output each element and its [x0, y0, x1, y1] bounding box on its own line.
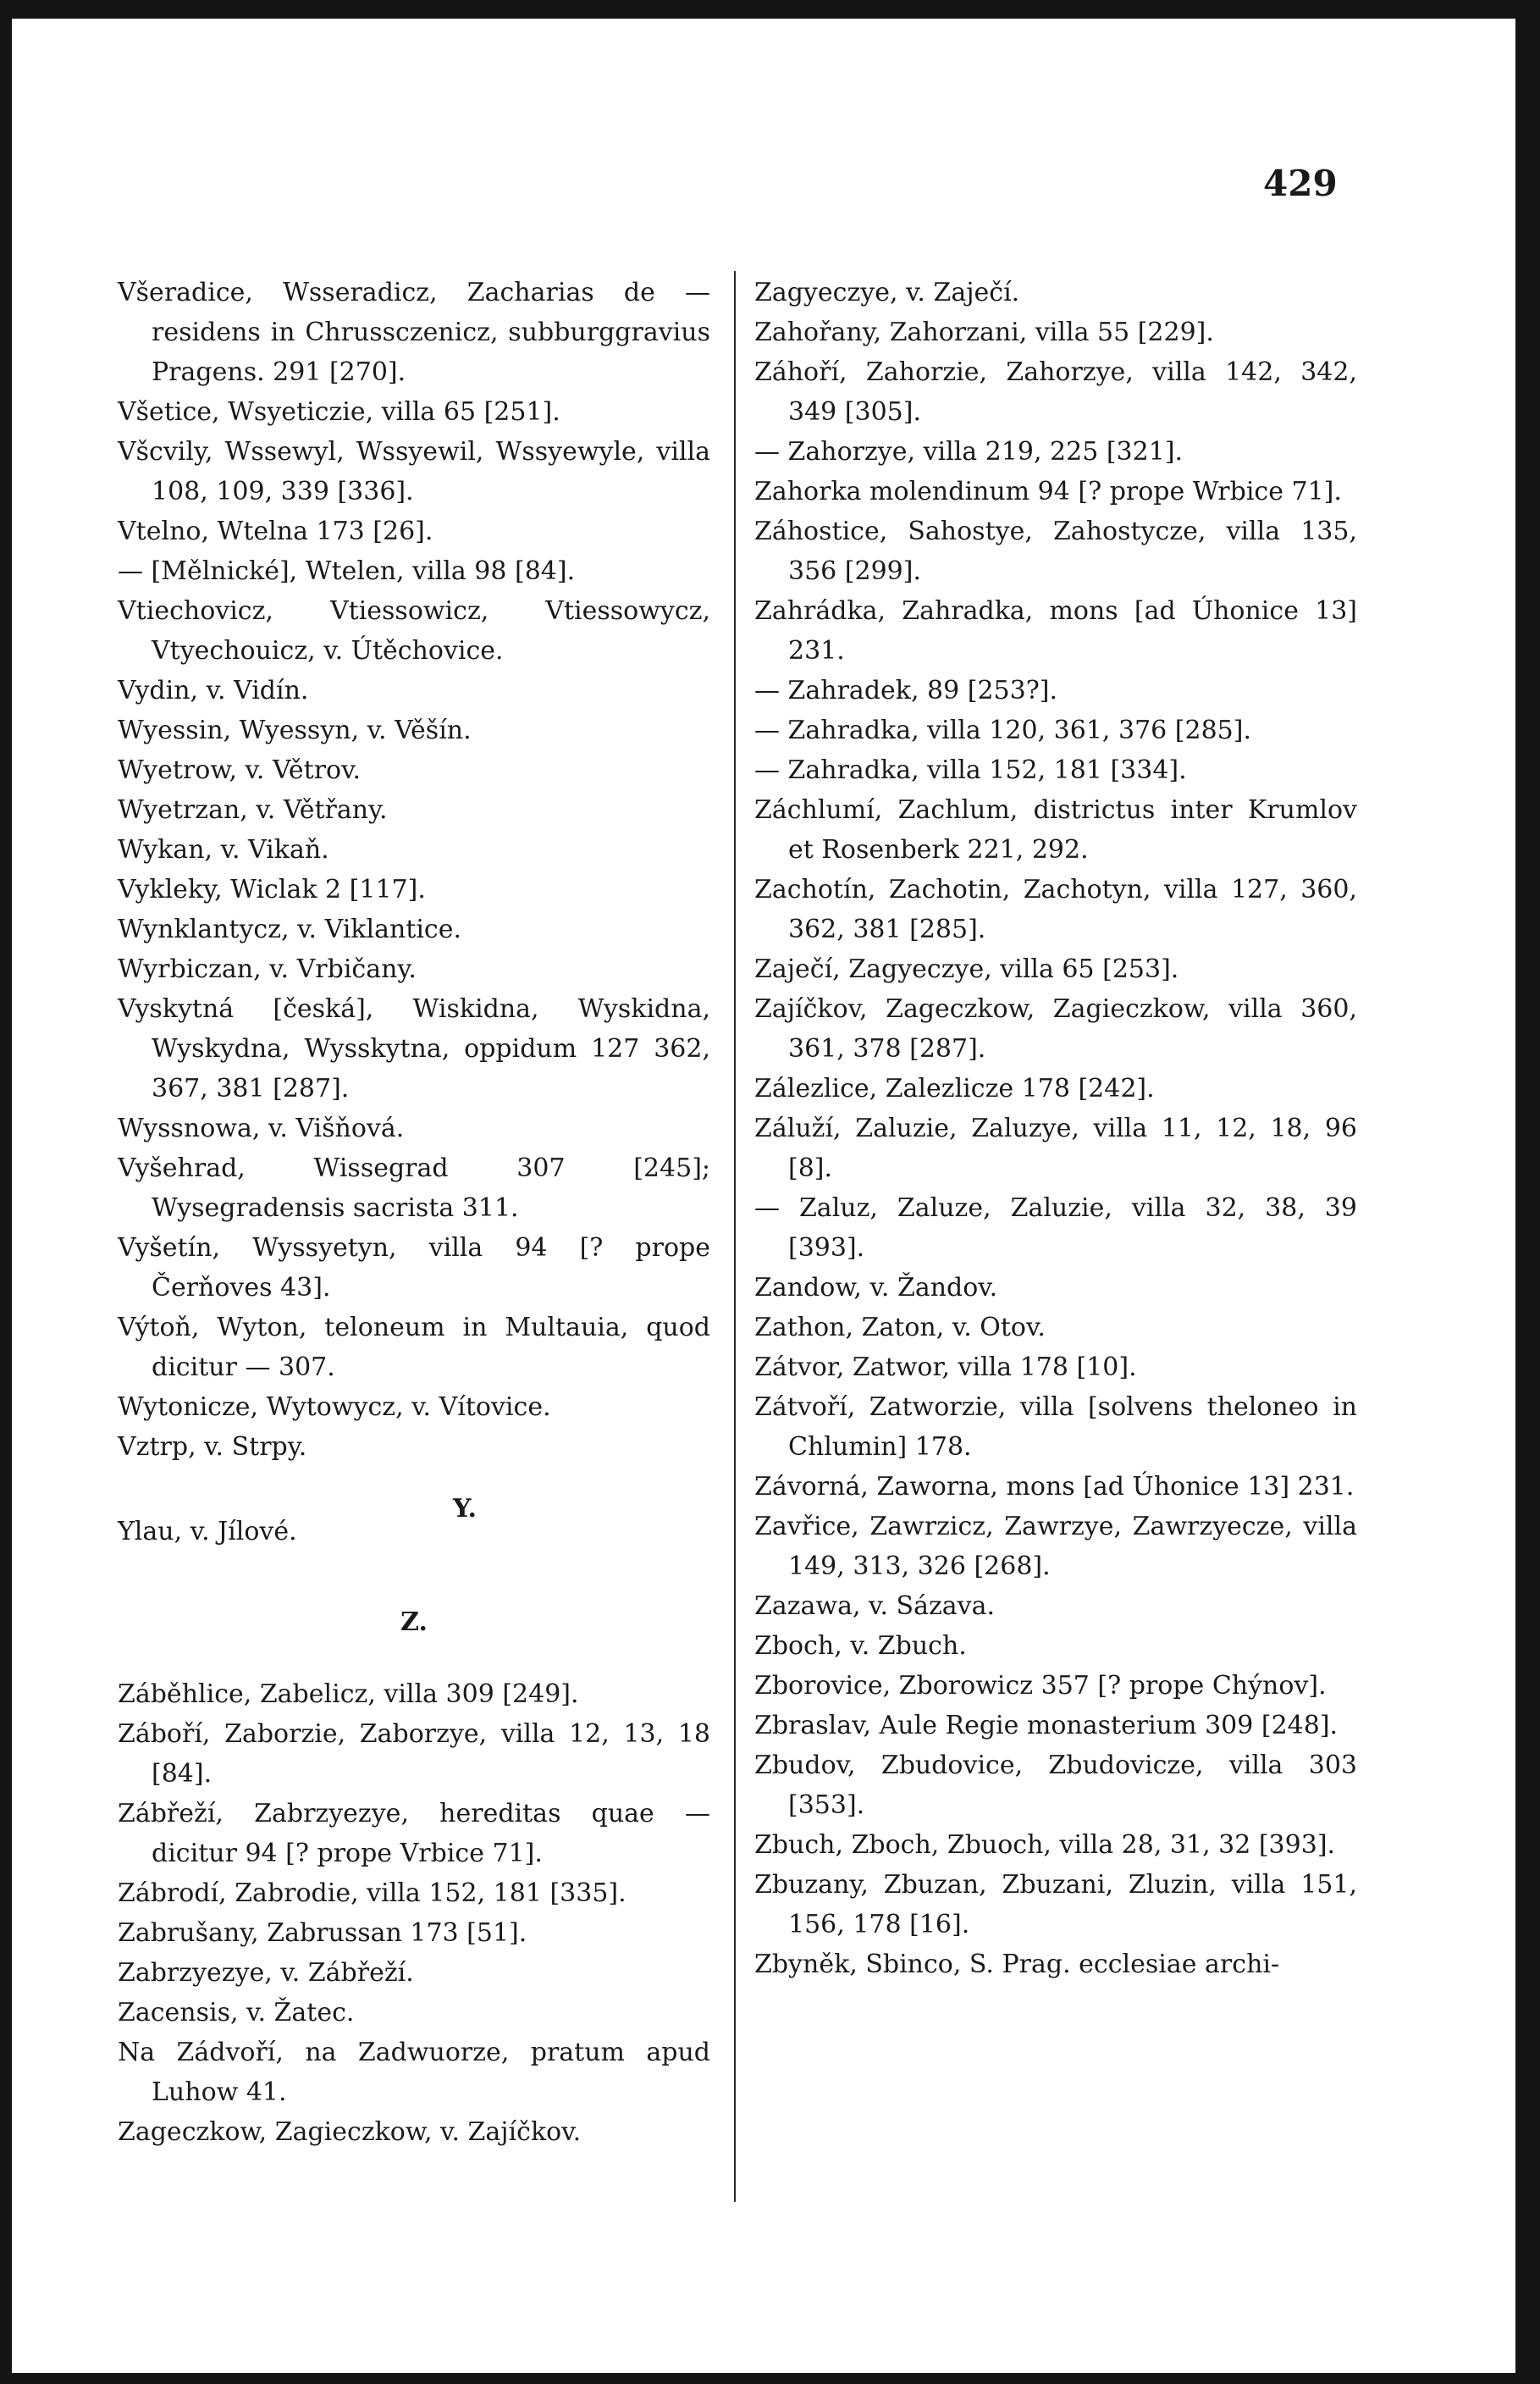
index-entry: — Zahorzye, villa 219, 225 [321]. — [754, 437, 1184, 467]
index-entry: Na Zádvoří, na Zadwuorze, pratum apud Luhow 41. — [118, 2038, 710, 2107]
index-entry: Zathon, Zaton, v. Otov. — [754, 1313, 1046, 1342]
index-entry: Záhoří, Zahorzie, Zahorzye, villa 142, 342, 349 [305]. — [754, 357, 1357, 427]
index-entry: Zazawa, v. Sázava. — [754, 1591, 996, 1621]
section-heading-y: Y. — [453, 1494, 477, 1524]
index-entry: Wykan, v. Vikaň. — [118, 835, 329, 865]
index-entry: Zábřeží, Zabrzyezye, hereditas quae — dicitur 94 [? prope Vrbice 71]. — [118, 1799, 710, 1868]
index-entry: Wyssnowa, v. Višňová. — [118, 1114, 405, 1143]
right-column — [754, 273, 1357, 1984]
index-entry: Záluží, Zaluzie, Zaluzye, villa 11, 12, 18, 96 [8]. — [754, 1114, 1357, 1183]
index-entry: Záchlumí, Zachlum, districtus inter Krumlov et Rosenberk 221, 292. — [754, 795, 1357, 865]
page — [12, 19, 1515, 2373]
index-entry: Zacensis, v. Žatec. — [118, 1998, 355, 2027]
index-entry: — Zaluz, Zaluze, Zaluzie, villa 32, 38, 39 [393]. — [754, 1193, 1357, 1263]
index-entry: — Zahradka, villa 120, 361, 376 [285]. — [754, 716, 1251, 745]
index-entry: Zavřice, Zawrzicz, Zawrzye, Zawrzyecze, villa 149, 313, 326 [268]. — [754, 1512, 1357, 1581]
index-entry: Záběhlice, Zabelicz, villa 309 [249]. — [118, 1679, 579, 1709]
index-entry: Všetice, Wsyeticzie, villa 65 [251]. — [118, 397, 560, 427]
index-entry: Zachotín, Zachotin, Zachotyn, villa 127, 360, 362, 381 [285]. — [754, 875, 1357, 944]
index-entry: Zbraslav, Aule Regie monasterium 309 [248]. — [754, 1711, 1339, 1740]
entry-list-z — [118, 1674, 710, 2152]
index-entry: Zabrušany, Zabrussan 173 [51]. — [118, 1918, 527, 1948]
index-entry: Zahrádka, Zahradka, mons [ad Úhonice 13] 231. — [754, 596, 1357, 666]
index-entry: Všcvily, Wssewyl, Wssyewil, Wssyewyle, villa 108, 109, 339 [336]. — [118, 437, 710, 506]
index-entry: Vyskytná [česká], Wiskidna, Wyskidna, Wyskydna, Wysskytna, oppidum 127 362, 367, 381 [287]. — [118, 994, 710, 1103]
index-entry: Zahořany, Zahorzani, villa 55 [229]. — [754, 318, 1214, 347]
entry-list-y — [118, 1512, 710, 1552]
index-entry: Závorná, Zaworna, mons [ad Úhonice 13] 231. — [754, 1472, 1355, 1502]
index-entry: Zátvoří, Zatworzie, villa [solvens theloneo in Chlumin] 178. — [754, 1392, 1357, 1462]
index-entry: Zbuch, Zboch, Zbuoch, villa 28, 31, 32 [393]. — [754, 1830, 1336, 1860]
index-entry: Zagyeczye, v. Zaječí. — [754, 278, 1020, 307]
index-entry: Wytonicze, Wytowycz, v. Vítovice. — [118, 1392, 551, 1422]
index-entry: Zbuzany, Zbuzan, Zbuzani, Zluzin, villa 151, 156, 178 [16]. — [754, 1870, 1357, 1939]
index-entry: Všeradice, Wsseradicz, Zacharias de — residens in Chrussczenicz, subburggravius Pragens. 291 [270]. — [118, 278, 710, 387]
index-entry: Vyšetín, Wyssyetyn, villa 94 [? prope Čerňoves 43]. — [118, 1233, 710, 1303]
index-entry: Zbyněk, Sbinco, S. Prag. ecclesiae archi- — [754, 1950, 1280, 1979]
index-entry: Vykleky, Wiclak 2 [117]. — [118, 875, 426, 904]
index-entry: — Zahradka, villa 152, 181 [334]. — [754, 755, 1187, 785]
index-entry: Vtiechovicz, Vtiessowicz, Vtiessowycz, Vtyechouicz, v. Útěchovice. — [118, 596, 710, 666]
index-entry: Zábrodí, Zabrodie, villa 152, 181 [335]. — [118, 1878, 626, 1908]
index-entry: — [Mělnické], Wtelen, villa 98 [84]. — [118, 556, 576, 586]
index-entry: — Zahradek, 89 [253?]. — [754, 676, 1058, 705]
left-column — [118, 273, 710, 2152]
page-number: 429 — [1263, 163, 1338, 204]
index-entry: Zboch, v. Zbuch. — [754, 1631, 967, 1661]
index-entry: Wynklantycz, v. Viklantice. — [118, 915, 462, 944]
index-entry: Zátvor, Zatwor, villa 178 [10]. — [754, 1352, 1137, 1382]
index-entry: Vtelno, Wtelna 173 [26]. — [118, 517, 433, 546]
index-entry: Wyetrow, v. Větrov. — [118, 755, 362, 785]
index-entry: Zborovice, Zborowicz 357 [? prope Chýnov]. — [754, 1671, 1327, 1701]
index-entry: Vztrp, v. Strpy. — [118, 1432, 307, 1462]
index-entry: Zageczkow, Zagieczkow, v. Zajíčkov. — [118, 2117, 582, 2147]
entry-list-right — [754, 273, 1357, 1984]
index-entry: Zabrzyezye, v. Zábřeží. — [118, 1958, 414, 1988]
index-entry: Výtoň, Wyton, teloneum in Multauia, quod dicitur — 307. — [118, 1313, 710, 1382]
index-entry: Zandow, v. Žandov. — [754, 1273, 998, 1303]
index-entry: Zbudov, Zbudovice, Zbudovicze, villa 303 [353]. — [754, 1751, 1357, 1820]
index-entry: Vydin, v. Vidín. — [118, 676, 309, 705]
index-entry: Wyetrzan, v. Větřany. — [118, 795, 388, 825]
index-entry: Zajíčkov, Zageczkow, Zagieczkow, villa 360, 361, 378 [287]. — [754, 994, 1357, 1064]
index-entry: Zálezlice, Zalezlicze 178 [242]. — [754, 1074, 1155, 1103]
index-entry: Záhostice, Sahostye, Zahostycze, villa 135, 356 [299]. — [754, 517, 1357, 586]
entry-list-before-y — [118, 273, 710, 1467]
section-heading-z: Z. — [400, 1607, 428, 1637]
index-entry: Wyessin, Wyessyn, v. Věšín. — [118, 716, 472, 745]
index-entry: Záboří, Zaborzie, Zaborzye, villa 12, 13, 18 [84]. — [118, 1719, 710, 1789]
index-entry: Zahorka molendinum 94 [? prope Wrbice 71]. — [754, 477, 1342, 506]
column-divider — [734, 271, 736, 2202]
index-entry: Vyšehrad, Wissegrad 307 [245]; Wysegradensis sacrista 311. — [118, 1153, 710, 1223]
index-entry: Zaječí, Zagyeczye, villa 65 [253]. — [754, 954, 1179, 984]
index-entry: Wyrbiczan, v. Vrbičany. — [118, 954, 417, 984]
index-entry: Ylau, v. Jílové. — [118, 1517, 297, 1546]
